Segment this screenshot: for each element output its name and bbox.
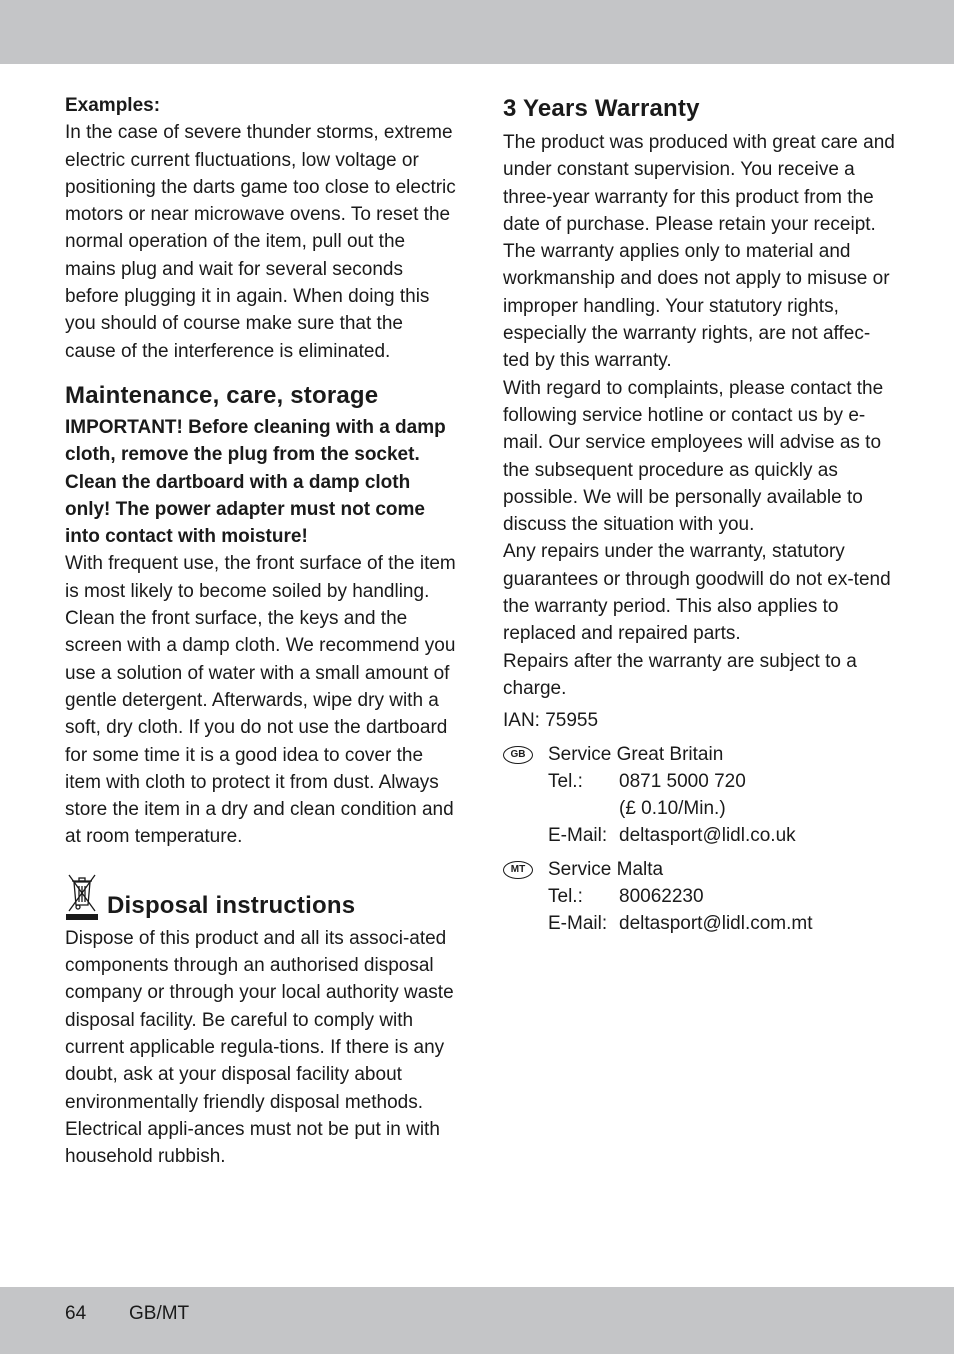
maintenance-heading: Maintenance, care, storage bbox=[65, 381, 379, 409]
tel-note-spacer bbox=[548, 795, 619, 822]
left-column bbox=[65, 92, 457, 1170]
email-address: deltasport@lidl.co.uk bbox=[619, 825, 796, 847]
gb-country-badge: GB bbox=[503, 746, 533, 764]
right-column bbox=[503, 92, 895, 938]
disposal-heading-row bbox=[65, 871, 457, 921]
service-malta bbox=[503, 856, 895, 938]
service-name: Service Great Britain bbox=[548, 743, 724, 765]
warranty-paragraph-5: Repairs after the warranty are subject to a charge. bbox=[503, 650, 857, 699]
tel-number: 80062230 bbox=[619, 886, 704, 908]
disposal-heading: Disposal instructions bbox=[107, 891, 356, 919]
examples-text: In the case of severe thunder storms, extreme electric current fluctuations, low voltage or positioning the darts game too close to electric motors or near microwave ovens. To reset the normal operation of the item, pull out the mains plug and wait for several seconds before plugging it in again. When doing this you should of course make sure that the cause of the interference is eliminated. bbox=[65, 122, 456, 362]
tel-number: 0871 5000 720 bbox=[619, 770, 746, 792]
examples-label: Examples: bbox=[65, 95, 161, 116]
service-name: Service Malta bbox=[548, 858, 664, 880]
email-address: deltasport@lidl.com.mt bbox=[619, 913, 813, 935]
language-code: GB/MT bbox=[129, 1303, 190, 1324]
maintenance-text: With frequent use, the front surface of the item is most likely to become soiled by handling. Clean the front surface, the keys and the screen with a damp cloth. We recommend you use a solution of water with a small amount of gentle detergent. Afterwards, wipe dry with a soft, dry cloth. If you do not use the dartboard for some time it is a good idea to cover the item with cloth to protect it from dust. Always store the item in a dry and clean condition and at room temperature. bbox=[65, 553, 456, 848]
disposal-text: Dispose of this product and all its associ-ated components through an authorised disposal company or through your local authority waste disposal facility. Be careful to comply with current applicable regula-tions. If there is any doubt, ask at your disposal facility about environmentally friendly disposal methods. Electrical appli-ances must not be put in with household rubbish. bbox=[65, 927, 454, 1168]
warranty-heading: 3 Years Warranty bbox=[503, 95, 700, 122]
page-number: 64 bbox=[65, 1303, 87, 1324]
maintenance-important-note: IMPORTANT! Before cleaning with a damp cloth, remove the plug from the socket. Clean the dartboard with a damp cloth only! The power adapter must not come into contact with moisture! bbox=[65, 416, 446, 548]
email-label: E-Mail: bbox=[548, 825, 608, 847]
tel-label: Tel.: bbox=[548, 886, 583, 908]
top-gray-band bbox=[0, 0, 954, 64]
warranty-paragraph-3: With regard to complaints, please contact the following service hotline or contact us by e-mail. Our service employees will advise as to the subsequent procedure as quickly as possible. We will be personally available to discuss the situation with you. bbox=[503, 377, 884, 536]
mt-country-badge: MT bbox=[503, 861, 533, 879]
warranty-paragraph-2: The warranty applies only to material and workmanship and does not apply to misuse or improper handling. Your statutory rights, especially the warranty rights, are not affec-ted by this warranty. bbox=[503, 241, 890, 372]
service-great-britain bbox=[503, 741, 895, 850]
tel-note: (£ 0.10/Min.) bbox=[619, 798, 726, 820]
email-label: E-Mail: bbox=[548, 913, 608, 935]
tel-label: Tel.: bbox=[548, 770, 583, 792]
warranty-paragraph-4: Any repairs under the warranty, statutory guarantees or through goodwill do not ex-tend the warranty period. This also applies to replaced and repaired parts. bbox=[503, 541, 891, 645]
ian-number: IAN: 75955 bbox=[503, 710, 599, 732]
warranty-paragraph-1: The product was produced with great care and under constant supervision. You receive a three-year warranty for this product from the date of purchase. Please retain your receipt. bbox=[503, 132, 895, 235]
crossed-out-wheelie-bin-icon bbox=[65, 871, 99, 921]
